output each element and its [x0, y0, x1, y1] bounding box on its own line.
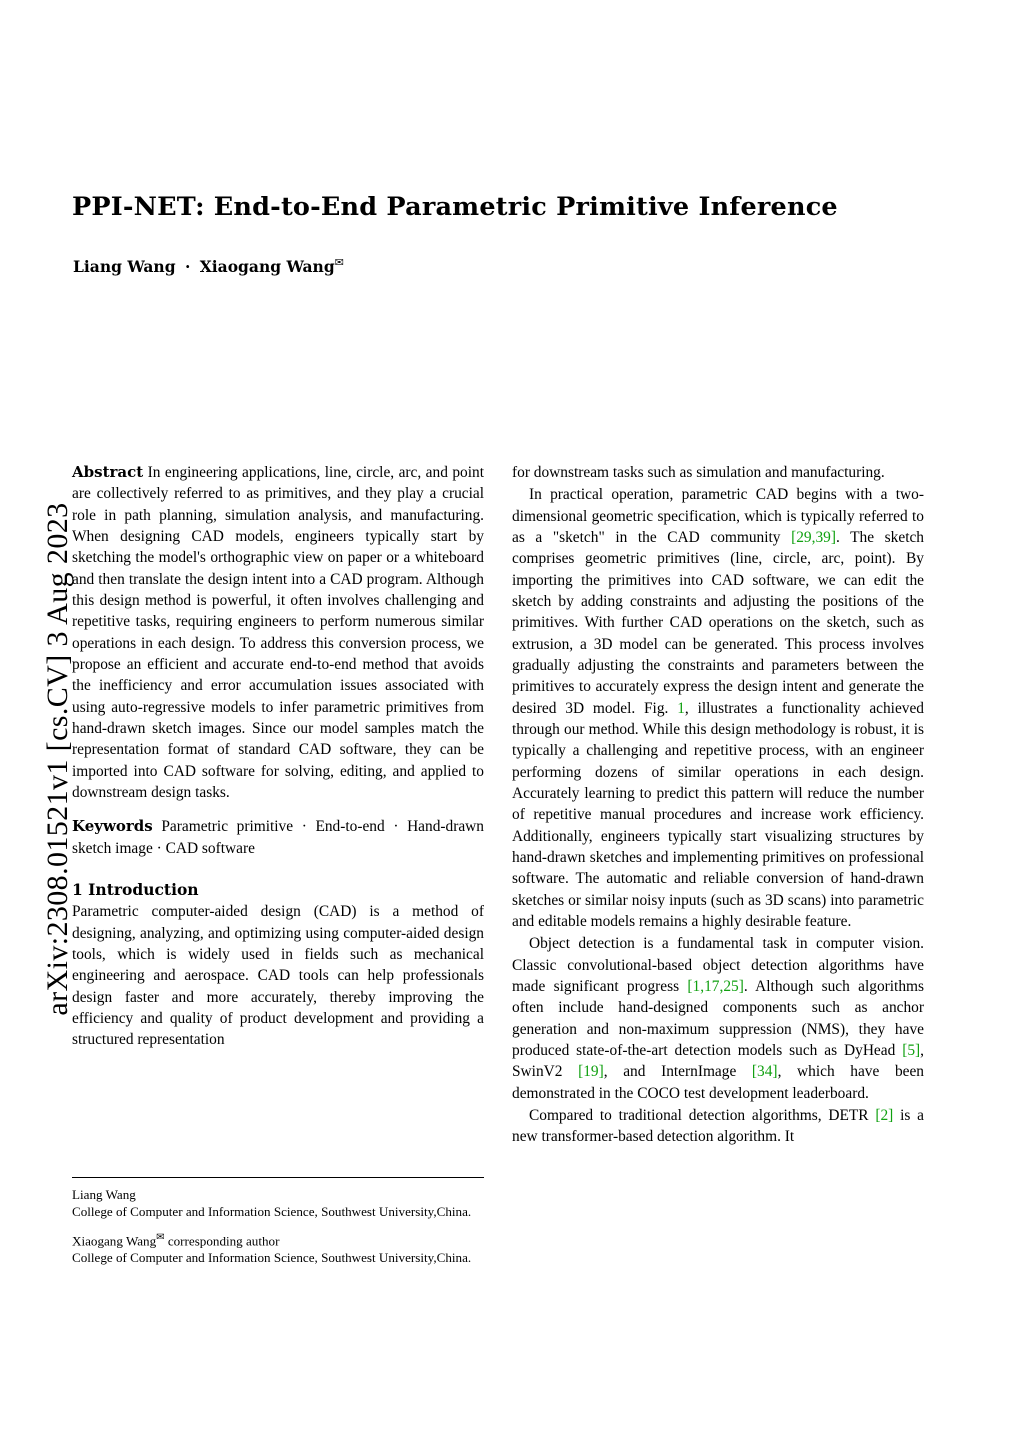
footnote-author-1-name: Liang Wang [72, 1187, 136, 1202]
citation-link-5[interactable]: [5] [902, 1041, 921, 1059]
keywords-label: Keywords [72, 817, 153, 836]
footnote-author-2-line [72, 1231, 484, 1249]
footnote-author-2-role: corresponding author [164, 1233, 280, 1249]
intro-paragraph-1: Parametric computer-aided design (CAD) is a method of designing, analyzing, and optimizing using computer-aided design tools, which is widely used in fields such as mechanical engineering and aerospace. CAD tools can help professionals design faster and more accurately, thereby improving the efficiency and quality of product development and providing a structured representation [72, 903, 484, 1049]
p3-seg-e: , which have been demonstrated in the COCO test development leaderboard. [512, 1063, 925, 1102]
intro-paragraph-3 [512, 933, 924, 1104]
footnote-author-2-name: Xiaogang Wang [72, 1233, 157, 1249]
author-1: Liang Wang [73, 257, 176, 277]
footnote-author-1 [72, 1186, 484, 1220]
footnote-divider [72, 1177, 484, 1178]
p2-seg-a: In practical operation, parametric CAD begins with a two-dimensional geometric specification, which is typically referred to as a "sketch" in the CAD community [512, 486, 924, 546]
corresponding-author-icon: ✉ [334, 256, 344, 269]
intro-paragraph-4 [512, 1105, 924, 1148]
right-column [512, 462, 924, 1148]
page-title: PPI-NET: End-to-End Parametric Primitive Inference [72, 192, 838, 222]
abstract-text: In engineering applications, line, circle, arc, and point are collectively referred to as primitives, and they play a crucial role in path planning, simulation analysis, and manufacturing. When designing CAD models, engineers typically start by sketching the model's orthographic view on paper or a whiteboard and then translate the design intent into a CAD program. Although this design method is powerful, it often involves challenging and repetitive tasks, requiring engineers to perform numerous similar operations in each design. To address this conversion process, we propose an efficient and accurate end-to-end method that avoids the inefficiency and error accumulation issues associated with using auto-regressive models to infer parametric primitives from hand-drawn sketch images. Since our model samples match the representation format of standard CAD software, they can be imported into CAD software for solving, editing, and applied to downstream design tasks. [72, 464, 484, 801]
section-heading-introduction: 1 Introduction [72, 879, 199, 899]
abstract-label: Abstract [72, 463, 144, 481]
corresponding-author-icon-footnote: ✉ [156, 1232, 165, 1244]
left-column [72, 462, 484, 1051]
citation-link-34[interactable]: [34] [751, 1063, 778, 1081]
p4-seg-b: is a new transformer-based detection algorithm. It [512, 1106, 924, 1146]
author-list [73, 256, 773, 276]
figure-reference-1[interactable]: 1 [677, 699, 685, 717]
intro-paragraph-2 [512, 484, 924, 932]
p3-seg-c: , SwinV2 [512, 1041, 924, 1081]
p3-seg-b: . Although such algorithms often include hand-designed components such as anchor generation and non-maximum suppression (NMS), they have produced state-of-the-art detection models such as DyHead [512, 977, 924, 1059]
footnote-author-2-affiliation: College of Computer and Information Science, Southwest University,China. [72, 1250, 472, 1266]
citation-link-19[interactable]: [19] [578, 1063, 604, 1081]
p3-seg-a: Object detection is a fundamental task in computer vision. Classic convolutional-based object detection algorithms have made significant progress [512, 935, 924, 995]
citation-link-1-17-25[interactable]: [1,17,25] [687, 977, 744, 995]
p4-seg-a: Compared to traditional detection algorithms, DETR [529, 1106, 876, 1124]
arxiv-identifier-stamp: arXiv:2308.01521v1 [cs.CV] 3 Aug 2023 [41, 502, 74, 1016]
author-2: Xiaogang Wang [199, 257, 335, 277]
author-separator: · [184, 257, 191, 277]
footnote-author-1-affiliation: College of Computer and Information Science, Southwest University,China. [72, 1204, 472, 1220]
intro-paragraph-1-continued: for downstream tasks such as simulation and manufacturing. [512, 464, 885, 481]
citation-link-2[interactable]: [2] [875, 1106, 894, 1124]
citation-link-29-39[interactable]: [29,39] [791, 528, 836, 546]
abstract-paragraph [72, 462, 484, 803]
keywords-paragraph [72, 816, 484, 859]
p2-seg-b: . The sketch comprises geometric primitives (line, circle, arc, point). By importing the primitives into CAD software, we can edit the sketch by adding constraints and adjusting the positions of the primitives. With further CAD operations on the sketch, such as extrusion, a 3D model can be generated. This process involves gradually adjusting the constraints and parameters between the primitives to accurately express the design intent and generate the desired 3D model. Fig. [512, 528, 924, 717]
keywords-text: Parametric primitive · End-to-end · Hand-drawn sketch image · CAD software [72, 818, 484, 857]
footnote-author-2 [72, 1231, 484, 1266]
p2-seg-c: , illustrates a functionality achieved through our method. While this design methodology is robust, it is typically a challenging and repetitive process, with an engineer performing dozens of similar operations in each design. Accurately learning to predict this pattern will reduce the number of repetitive manual procedures and increase work efficiency. Additionally, engineers typically start visualizing structures by hand-drawn sketches and implementing primitives on professional software. The automatic and reliable conversion of hand-drawn sketches or similar noisy inputs (such as 3D scans) into parametric and editable models remains a highly desirable feature. [512, 699, 924, 930]
p3-seg-d: , and InternImage [603, 1063, 752, 1081]
affiliation-footnote [72, 1177, 484, 1266]
